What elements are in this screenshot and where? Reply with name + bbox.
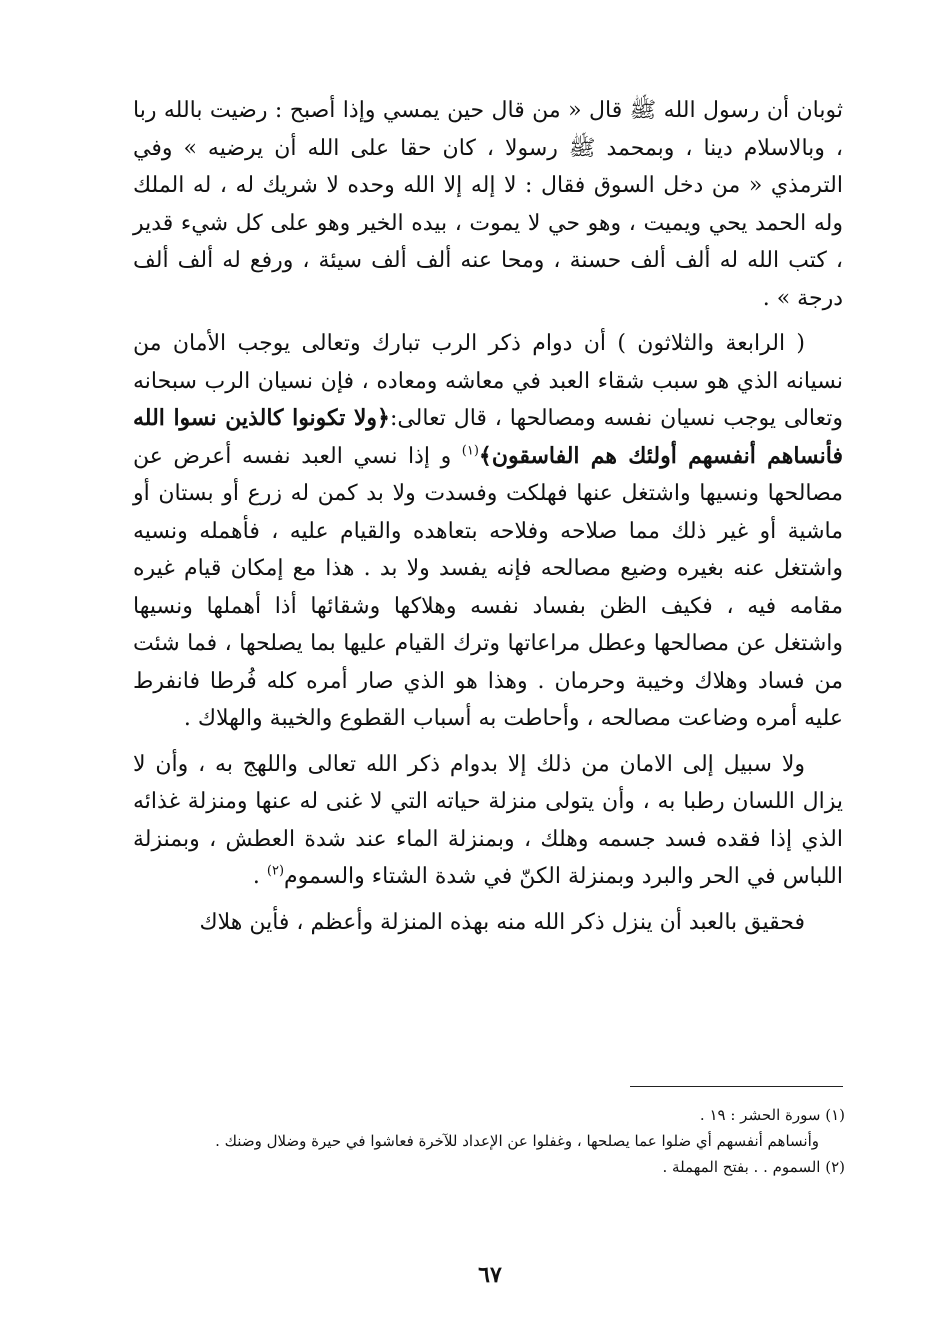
footnotes [133, 1102, 845, 1180]
paragraph-3-end: . [252, 864, 267, 889]
footnote-2: (٢) السموم . . بفتح المهملة . [662, 1158, 845, 1176]
page-number: ٦٧ [478, 1262, 502, 1288]
footnote-ref-2[interactable]: (٢) [266, 863, 285, 879]
paragraph-4-text: فحقيق بالعبد أن ينزل ذكر الله منه بهذه المنزلة وأعظم ، فأين هلاك [199, 909, 805, 935]
paragraph-2-text-after: و إذا نسي العبد نفسه أعرض عن مصالحها ونسيها واشتغل عنها فهلكت وفسدت ولا بد كمن له زرع أو بستان أو ماشية أو غير ذلك مما صلاحه وفلاحه بتعاهده والقيام عليه ، فأهمله ونسيه واشتغل عنه بغيره وضيع مصالحه فإنه يفسد ولا بد . هذا مع إمكان قيام غيره مقامه فيه ، فكيف الظن بفساد نفسه وهلاكها وشقائها أذا أهملها ونسيها واشتغل عن مصالحها وعطل مراعاتها وترك القيام عليها بما يصلحها ، فما شئت من فساد وهلاك وخيبة وحرمان . وهذا هو الذي صار أمره كله فُرطا فانفرط عليه أمره وضاعت مصالحه ، وأحاطت به أسباب القطوع والخيبة والهلاك . [133, 443, 843, 731]
paragraph-4 [133, 904, 843, 942]
footnote-separator [630, 1086, 843, 1087]
paragraph-2-text-before: ( الرابعة والثلاثون ) أن دوام ذكر الرب تبارك وتعالى يوجب الأمان من نسيانه الذي هو سبب شقاء العبد في معاشه ومعاده ، فإن نسيان الرب سبحانه وتعالى يوجب نسيان نفسه ومصالحها ، قال تعالى: [133, 331, 843, 431]
footnote-1: (١) سورة الحشر : ١٩ . [699, 1106, 845, 1124]
paragraph-2 [133, 325, 843, 738]
paragraph-3 [133, 746, 843, 896]
footnote-1-explanation: وأنساهم أنفسهم أي ضلوا عما يصلحها ، وغفلوا عن الإعداد للآخرة فعاشوا في حيرة وضلال وضنك . [215, 1132, 819, 1150]
paragraph-1 [133, 92, 843, 317]
paragraph-1-text: ثوبان أن رسول الله ﷺ قال « من قال حين يمسي وإذا أصبح : رضيت بالله ربا ، وبالاسلام دينا ، وبمحمد ﷺ رسولا ، كان حقا على الله أن يرضيه » وفي الترمذي « من دخل السوق فقال : لا إله إلا الله وحده لا شريك له ، له الملك وله الحمد يحي ويميت ، وهو حي لا يموت ، بيده الخير وهو على كل شيء قدير ، كتب الله له ألف ألف حسنة ، ومحا عنه ألف ألف سيئة ، ورفع له ألف ألف درجة » . [133, 98, 843, 311]
quran-verse: ﴿ولا تكونوا كالذين نسوا الله فأنساهم أنفسهم أولئك هم الفاسقون﴾ [133, 405, 843, 469]
footnote-ref-1[interactable]: (١) [461, 443, 479, 459]
paragraph-3-text: ولا سبيل إلى الامان من ذلك إلا بدوام ذكر الله تعالى واللهج به ، وأن لا يزال اللسان رطبا به ، وأن يتولى منزلة حياته التي لا غنى له عنها ومنزلة غذائه الذي إذا فقده فسد جسمه وهلك ، وبمنزلة الماء عند شدة العطش ، وبمنزلة اللباس في الحر والبرد وبمنزلة الكنّ في شدة الشتاء والسموم [133, 751, 843, 889]
main-text [133, 92, 843, 941]
